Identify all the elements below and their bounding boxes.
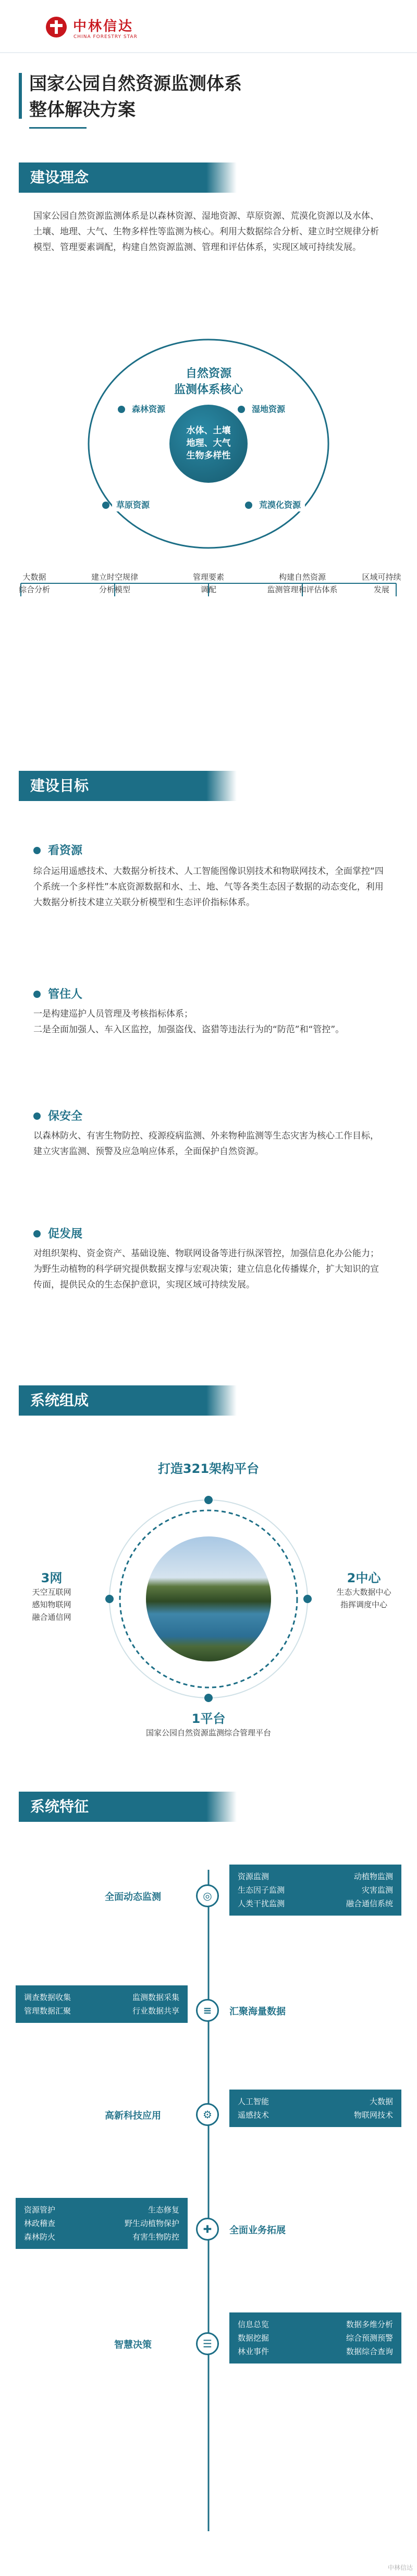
resource-forest: 森林资源: [128, 403, 169, 416]
landscape-image: [146, 1536, 271, 1661]
title-underline: [29, 127, 87, 129]
section-heading-system: 系统组成: [19, 1385, 206, 1416]
feature-title: 智慧决策: [114, 2340, 152, 2350]
tech-icon: ⚙: [196, 2103, 219, 2126]
concept-bottom-item: 大数据 综合分析: [18, 572, 50, 594]
section-heading-concept: 建设理念: [19, 162, 206, 193]
binoculars-icon: ◎: [196, 1884, 219, 1907]
goal-bullet-icon: [33, 991, 41, 998]
goal-text: 以森林防火、有害生物防控、疫源疫病监测、外来物种监测等生态灾害为核心工作目标，建立灾害监测、预警及应急响应体系，全面保护自然资源。: [33, 1131, 379, 1157]
feature-title: 全面动态监测: [105, 1892, 161, 1903]
goal-bullet-icon: [33, 1112, 41, 1120]
watermark: 中林信达: [387, 2564, 413, 2571]
system-left-block: 3网 天空互联网 感知物联网 融合通信网: [32, 1571, 71, 1622]
feature-title: 汇聚海量数据: [229, 2006, 286, 2017]
system-top-label: 打造321架构平台: [157, 1461, 260, 1476]
resource-dot: [118, 406, 125, 413]
goal-title: 保安全: [48, 1110, 83, 1123]
goal-bullet-icon: [33, 847, 41, 854]
goal-text: 一是构建巡护人员管理及考核指标体系； 二是全面加强人、车入区监控，加强盗伐、盗猎等违法行为的“防范”和“管控”。: [33, 1009, 345, 1035]
concept-paragraph: 国家公园自然资源监测体系是以森林资源、湿地资源、草原资源、荒漠化资源以及水体、土壤、地理、大气、生物多样性等监测为核心。利用大数据综合分析、建立时空规律分析模型、管理要素调配，构建自然资源监测、管理和评估体系，实现区域可持续发展。: [33, 211, 379, 253]
feature-title: 高新科技应用: [105, 2110, 161, 2121]
resource-dot: [238, 406, 245, 413]
goal-title: 看资源: [48, 844, 83, 857]
decision-icon: ☰: [196, 2332, 219, 2355]
concept-bottom-item: 建立时空规律 分析模型: [91, 572, 138, 594]
system-bottom-block: 1平台 国家公园自然资源监测综合管理平台: [145, 1711, 271, 1737]
goal-title: 促发展: [48, 1228, 83, 1241]
concept-bottom-item: 管理要素 调配: [192, 572, 224, 594]
feature-box: 资源管护 生态修复 林政稽查 野生动植物保护 森林防火 有害生物防控: [16, 2198, 188, 2249]
section-heading-goals: 建设目标: [19, 771, 206, 801]
resource-dot: [102, 502, 109, 509]
feature-box: 人工智能 大数据 遥感技术 物联网技术: [229, 2090, 401, 2127]
core-label: 自然资源 监测体系核心: [174, 367, 243, 396]
title-accent: [19, 73, 22, 119]
resource-dot: [245, 502, 252, 509]
header-divider: [0, 52, 417, 53]
feature-box: 资源监测 动植物监测 生态因子监测 灾害监测 人类干扰监测 融合通信系统: [229, 1865, 401, 1916]
logo-text: 中林信达: [73, 19, 134, 34]
expand-icon: ✚: [196, 2218, 219, 2241]
concept-bottom-item: 区域可持续 发展: [362, 572, 401, 594]
section-heading-features: 系统特征: [19, 1792, 206, 1822]
system-right-block: 2中心 生态大数据中心 指挥调度中心: [336, 1571, 391, 1609]
feature-box: 信息总览 数据多维分析 数据挖掘 综合预测预警 林业事件 数据综合查询: [229, 2312, 401, 2364]
page-title: 国家公园自然资源监测体系 整体解决方案: [29, 73, 242, 120]
goal-bullet-icon: [33, 1230, 41, 1237]
goal-text: 对组织架构、资金资产、基础设施、物联网设备等进行纵深管控，加强信息化办公能力；为野生动植物的科学研究提供数据支撑与宏观决策；建立信息化传播媒介，扩大知识的宣传面，提供民众的生态保护意识，实现区域可持续发展。: [33, 1248, 379, 1290]
concept-bottom-item: 构建自然资源 监测管理和评估体系: [267, 572, 338, 594]
center-core-circle: 水体、土壤 地理、大气 生物多样性: [169, 405, 248, 483]
feature-title: 全面业务拓展: [229, 2225, 286, 2236]
goal-title: 管住人: [48, 988, 83, 1001]
feature-box: 调查数据收集 监测数据采集 管理数据汇聚 行业数据共享: [16, 1985, 188, 2023]
logo-mark-icon: [46, 17, 67, 37]
resource-desert: 荒漠化资源: [255, 499, 305, 511]
data-icon: ≡: [196, 1999, 219, 2022]
logo-subtext: CHINA FORESTRY STAR: [73, 34, 138, 40]
resource-wetland: 湿地资源: [248, 403, 289, 416]
goal-text: 综合运用遥感技术、大数据分析技术、人工智能图像识别技术和物联网技术，全面掌控“四个系统一个多样性”本底资源数据和水、土、地、气等各类生态因子数据的动态变化，利用大数据分析技术建立关联分析模型和生态评价指标体系。: [33, 866, 384, 908]
resource-grassland: 草原资源: [112, 499, 154, 511]
